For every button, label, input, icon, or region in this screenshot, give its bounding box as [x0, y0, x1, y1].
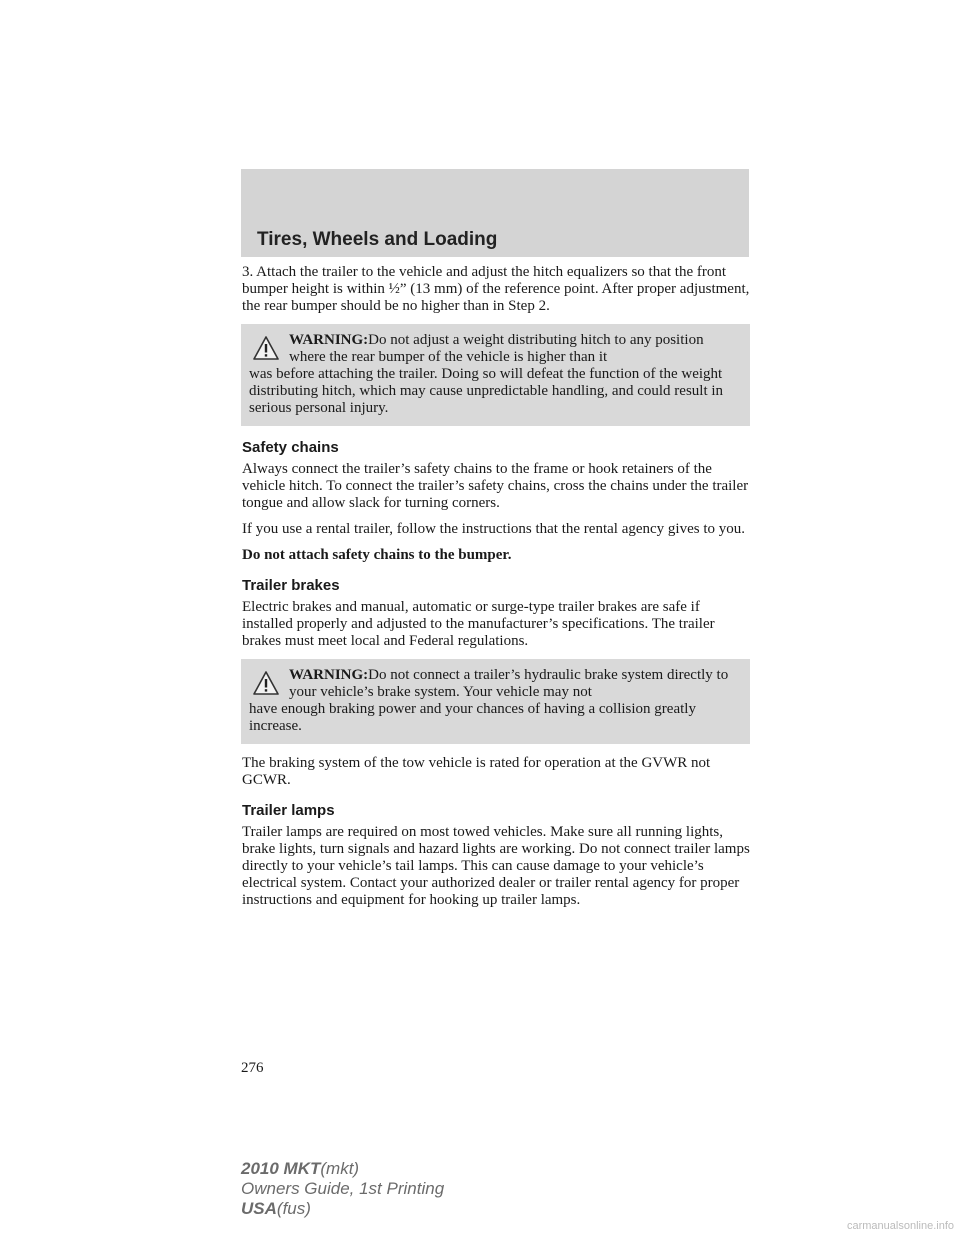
page-content: [242, 264, 750, 918]
trailer-lamps-paragraph: Trailer lamps are required on most towed vehicles. Make sure all running lights, brake lights, turn signals and hazard lights are working. Do not connect trailer lamps directly to your vehicle’s tail lamps. This can cause damage to your vehicle’s electrical system. Contact your authorized dealer or trailer rental agency for proper instructions and equipment for hooking up trailer lamps.: [242, 824, 750, 908]
trailer-brakes-paragraph-1: Electric brakes and manual, automatic or surge-type trailer brakes are safe if installed properly and adjusted to the manufacturer’s specifications. The trailer brakes must meet local and Federal regulations.: [242, 599, 715, 649]
footer-model-code: (mkt): [320, 1159, 360, 1178]
section-header: [241, 169, 749, 257]
warning-first-lines: [249, 667, 742, 701]
safety-chains-paragraph-1: Always connect the trailer’s safety chains to the frame or hook retainers of the vehicle hitch. To connect the trailer’s safety chains, cross the chains under the trailer tongue and allow slack for turning corners.: [242, 461, 749, 511]
heading-trailer-brakes: Trailer brakes: [242, 577, 340, 594]
step-3-paragraph: 3. Attach the trailer to the vehicle and adjust the hitch equalizers so that the front bumper height is within ½” (13 mm) of the reference point. After proper adjustment, the rear bumper should be no higher than in Step 2.: [242, 264, 750, 314]
safety-chains-paragraph-2: If you use a rental trailer, follow the instructions that the rental agency gives to you.: [242, 521, 745, 537]
heading-safety-chains: Safety chains: [242, 439, 339, 456]
warning-label: WARNING:: [289, 332, 369, 348]
heading-trailer-lamps: Trailer lamps: [242, 802, 335, 819]
safety-chains-bold-note: Do not attach safety chains to the bumper.: [242, 547, 512, 563]
footer-line-1: [241, 1159, 444, 1179]
warning-first-lines: [249, 332, 742, 366]
warning-text-rest: have enough braking power and your chances of having a collision greatly increase.: [249, 701, 696, 734]
warning-box-hitch: [241, 324, 750, 426]
warning-triangle-icon: [253, 336, 279, 360]
footer-region-code: (fus): [276, 1199, 311, 1218]
warning-triangle-icon: [253, 671, 279, 695]
print-footer: [241, 1159, 444, 1219]
warning-box-brakes: [241, 659, 750, 744]
trailer-brakes-paragraph-2: The braking system of the tow vehicle is rated for operation at the GVWR not GCWR.: [242, 755, 711, 788]
footer-line-3: [241, 1199, 444, 1219]
warning-label: WARNING:: [289, 667, 369, 683]
footer-model: 2010 MKT: [241, 1159, 321, 1178]
warning-text-rest: was before attaching the trailer. Doing so will defeat the function of the weight distributing hitch, which may cause unpredictable handling, and could result in serious personal injury.: [249, 366, 724, 416]
section-title: Tires, Wheels and Loading: [257, 229, 498, 250]
watermark: carmanualsonline.info: [846, 1220, 954, 1232]
footer-line-2: Owners Guide, 1st Printing: [241, 1179, 445, 1198]
page-number: 276: [241, 1060, 264, 1076]
warning-text-first: Do not connect a trailer’s hydraulic brake system directly to your vehicle’s brake system. Your vehicle may not: [289, 667, 729, 700]
warning-text-first: Do not adjust a weight distributing hitch to any position where the rear bumper of the vehicle is higher than it: [289, 332, 704, 365]
footer-region: USA: [241, 1199, 277, 1218]
